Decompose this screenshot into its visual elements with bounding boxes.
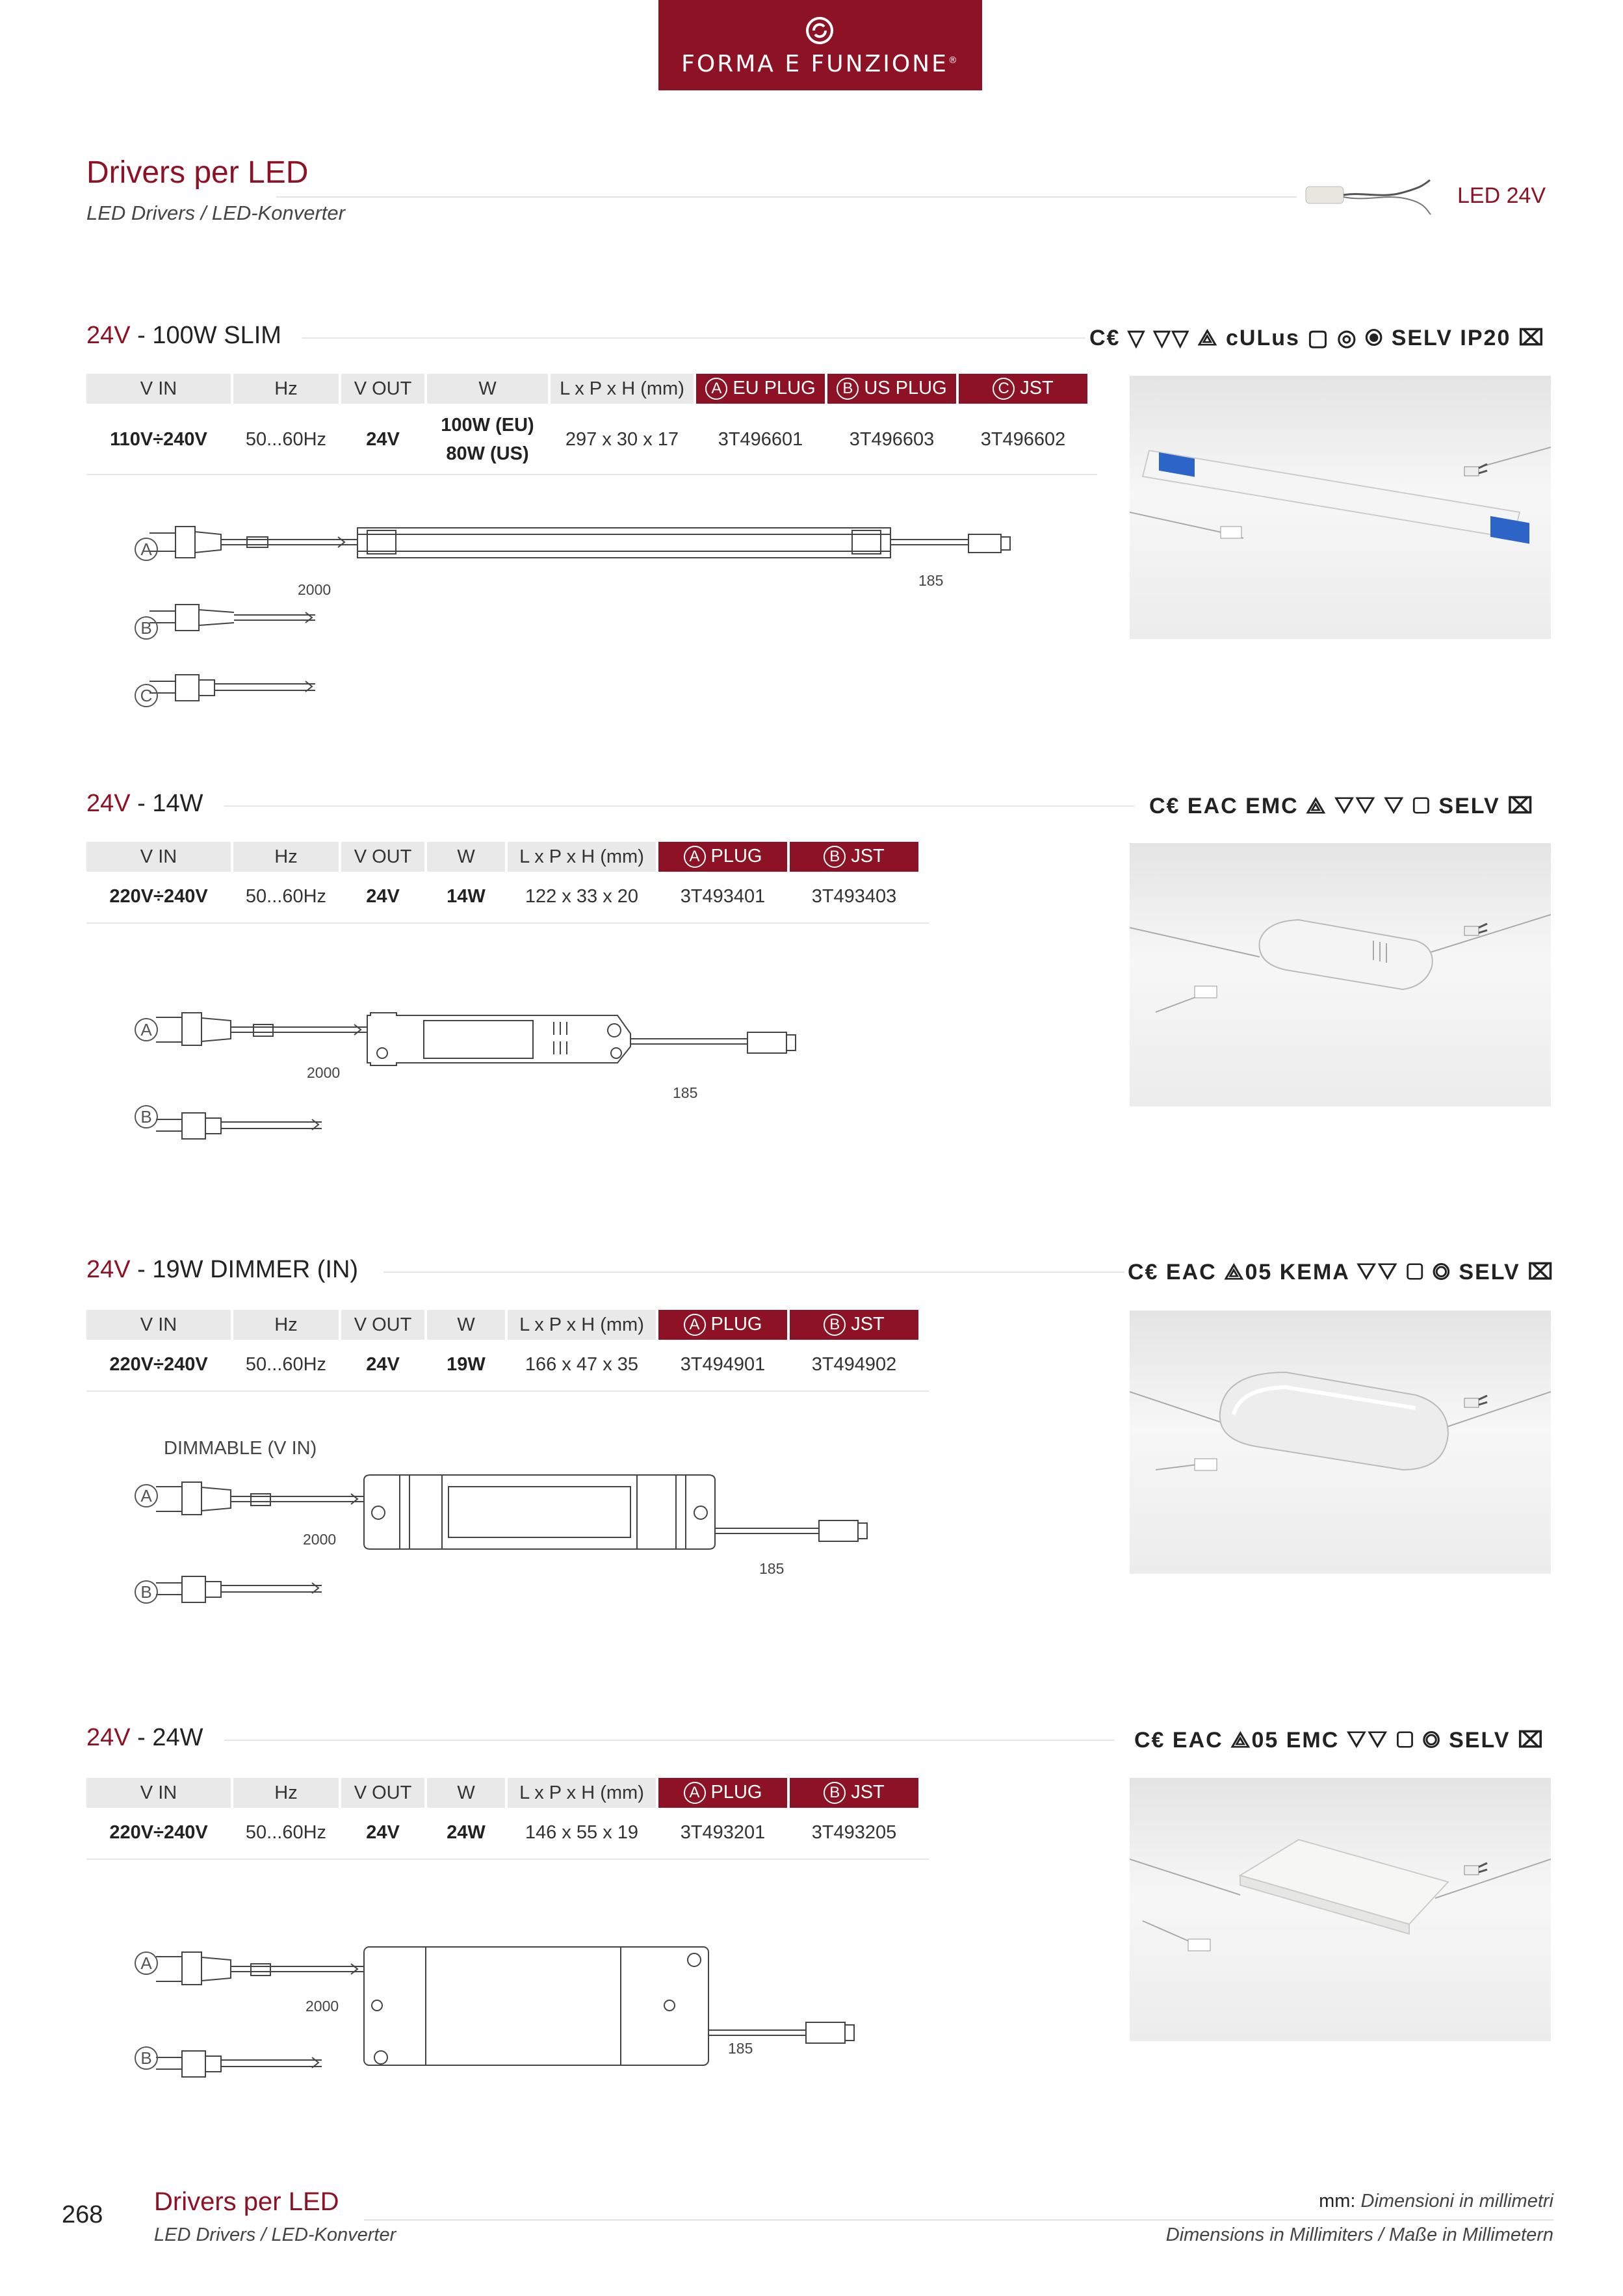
- led-strip-thumbnail: [1303, 172, 1433, 221]
- technical-drawing-100w: [123, 514, 1033, 715]
- variant-marker-a: A: [135, 538, 158, 561]
- col-header-jst: C JST: [959, 374, 1087, 404]
- section-title-100w: 24V - 100W SLIM: [86, 322, 281, 349]
- row-divider: [86, 922, 929, 924]
- table-row: 220V÷240V 50...60Hz 24V 19W 166 x 47 x 35 3T494901 3T494902: [109, 1353, 897, 1375]
- variant-marker-b: B: [135, 2046, 158, 2070]
- brand-swirl-icon: [805, 16, 835, 46]
- table-header-row: V IN Hz V OUT W L x P x H (mm) A PLUG B JST: [86, 1778, 918, 1808]
- units-note: mm: Dimensioni in millimetri: [1319, 2191, 1553, 2211]
- variant-marker-b: B: [135, 1580, 158, 1604]
- table-header-row: V IN Hz V OUT W L x P x H (mm) A PLUG B JST: [86, 1310, 918, 1340]
- footer-subtitle: LED Drivers / LED-Konverter: [154, 2224, 396, 2245]
- variant-marker-a: A: [135, 1484, 158, 1507]
- section-divider: [302, 337, 1085, 339]
- product-photo-19w: [1130, 1311, 1551, 1574]
- section-divider: [224, 1740, 1115, 1741]
- product-photo-24w: [1130, 1778, 1551, 2041]
- table-row: 110V÷240V 50...60Hz 24V 100W (EU) 80W (US) 297 x 30 x 17 3T496601 3T496603 3T496602: [110, 415, 1066, 464]
- page-subtitle: LED Drivers / LED-Konverter: [86, 202, 345, 224]
- page-number: 268: [62, 2201, 103, 2228]
- spec-table-100w: [84, 374, 1090, 475]
- output-length-label: 185: [728, 2040, 753, 2057]
- units-note-translation: Dimensions in Millimiters / Maße in Millimetern: [1165, 2224, 1553, 2245]
- row-divider: [86, 1390, 929, 1392]
- footer-divider: [364, 2219, 1553, 2221]
- certification-marks: C€ ▽ ▽▽ ⟁ cULus ▢ ◎ ⦿ SELV IP20 ⌧: [1089, 326, 1545, 350]
- table-header-row: V IN Hz V OUT W L x P x H (mm) A PLUG B JST: [86, 842, 918, 872]
- product-photo-100w: [1130, 376, 1551, 639]
- cable-length-label: 2000: [305, 1998, 339, 2015]
- col-header-us-plug: B US PLUG: [827, 374, 956, 404]
- output-length-label: 185: [918, 572, 944, 589]
- cable-length-label: 2000: [298, 581, 331, 598]
- cable-length-label: 2000: [307, 1064, 341, 1081]
- section-title-14w: 24V - 14W: [86, 790, 203, 817]
- section-divider: [383, 1272, 1124, 1273]
- brand-logo: [658, 0, 982, 90]
- col-header-hz: Hz: [233, 374, 339, 404]
- technical-drawing-24w: [123, 1934, 871, 2090]
- spec-table-14w: [84, 842, 921, 921]
- product-photo-14w: [1130, 843, 1551, 1106]
- variant-marker-a: A: [135, 1018, 158, 1041]
- category-badge: LED 24V: [1457, 183, 1546, 208]
- certification-marks: C€ EAC ⟁05 EMC ▽▽ ▢ ◎ SELV ⌧: [1134, 1728, 1545, 1753]
- spec-table-19w: [84, 1310, 921, 1389]
- table-header-row: [86, 374, 1087, 404]
- row-divider: [86, 474, 1097, 475]
- col-header-size: L x P x H (mm): [551, 374, 694, 404]
- section-title-24w: 24V - 24W: [86, 1724, 203, 1751]
- technical-drawing-14w: [123, 1001, 838, 1151]
- col-header-eu-plug: A EU PLUG: [696, 374, 825, 404]
- dimmable-note: DIMMABLE (V IN): [164, 1438, 317, 1459]
- spec-table-24w: [84, 1778, 921, 1857]
- header-divider: [276, 196, 1297, 198]
- table-row: 220V÷240V 50...60Hz 24V 14W 122 x 33 x 20 3T493401 3T493403: [109, 885, 897, 907]
- output-length-label: 185: [673, 1084, 698, 1101]
- table-row: 220V÷240V 50...60Hz 24V 24W 146 x 55 x 19 3T493201 3T493205: [109, 1821, 897, 1843]
- cable-length-label: 2000: [303, 1531, 337, 1548]
- row-divider: [86, 1859, 929, 1860]
- certification-marks: C€ EAC ⟁05 KEMA ▽▽ ▢ ◎ SELV ⌧: [1128, 1260, 1555, 1285]
- output-length-label: 185: [759, 1560, 785, 1577]
- certification-marks: C€ EAC EMC ⟁ ▽▽ ▽ ▢ SELV ⌧: [1149, 794, 1535, 818]
- brand-name: FORMA E FUNZIONE®: [681, 51, 959, 77]
- section-title-19w-dimmer: 24V - 19W DIMMER (IN): [86, 1256, 359, 1283]
- col-header-w: W: [427, 374, 548, 404]
- variant-marker-c: C: [135, 684, 158, 707]
- technical-drawing-19w: [123, 1472, 903, 1622]
- variant-marker-b: B: [135, 1105, 158, 1128]
- col-header-vin: V IN: [86, 374, 231, 404]
- page-title: Drivers per LED: [86, 155, 309, 190]
- variant-marker-b: B: [135, 616, 158, 640]
- section-divider: [224, 805, 1134, 807]
- variant-marker-a: A: [135, 1951, 158, 1975]
- footer-title: Drivers per LED: [154, 2187, 339, 2216]
- col-header-vout: V OUT: [341, 374, 424, 404]
